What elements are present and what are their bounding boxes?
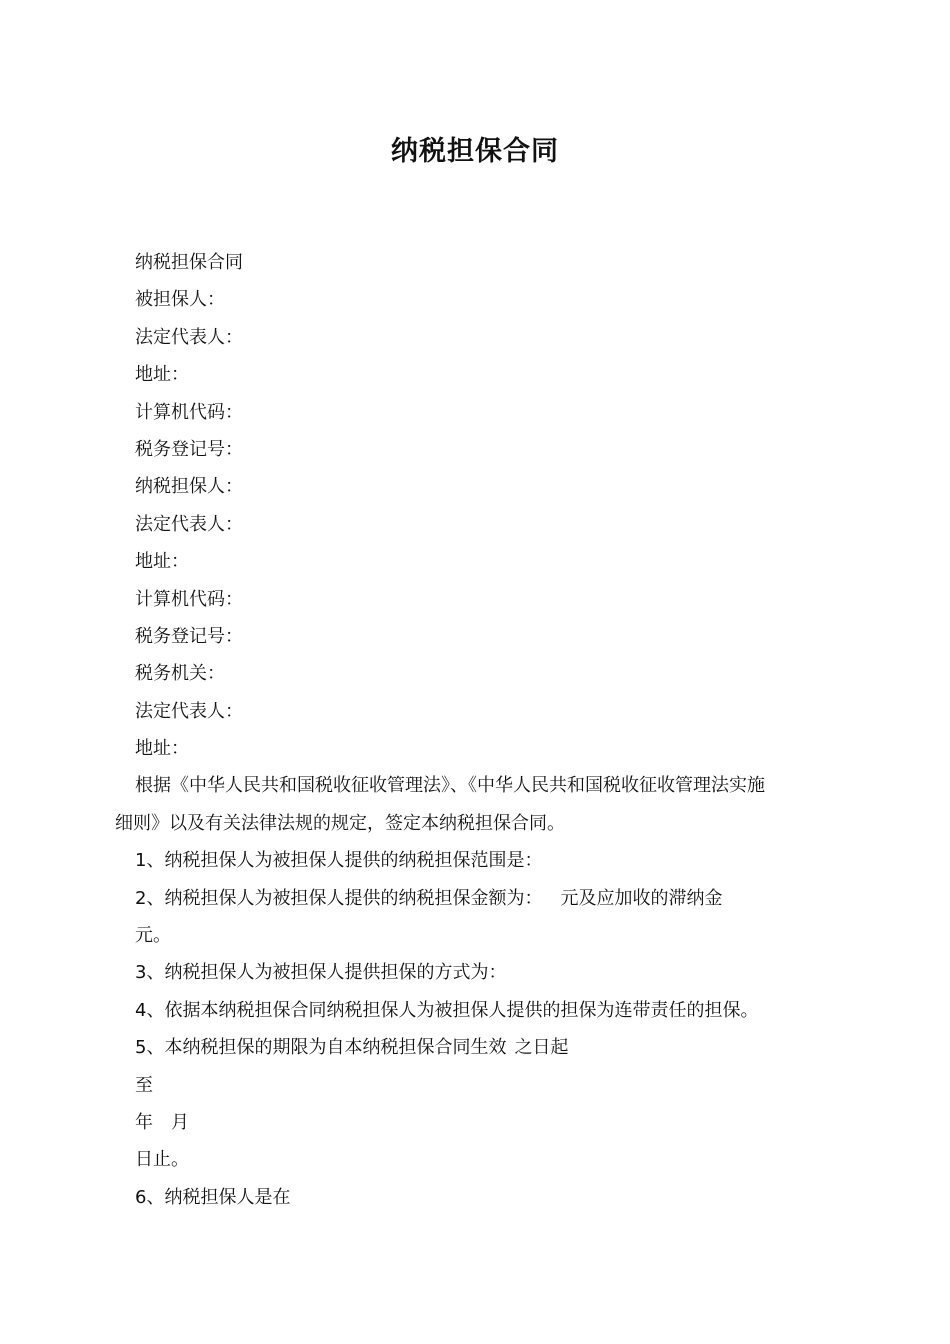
- guaranteed-party-legal-rep-label: 法定代表人：: [135, 326, 243, 348]
- clause-5-year: 年: [135, 1111, 153, 1133]
- guarantor-computer-code-label: 计算机代码：: [135, 588, 243, 610]
- clause-5-day-end: 日止。: [135, 1149, 189, 1171]
- clause-6: 6、纳税担保人是在: [135, 1186, 291, 1208]
- guarantor-legal-rep-label: 法定代表人：: [135, 513, 243, 535]
- legal-basis-line-1: 根据《中华人民共和国税收征收管理法》、《中华人民共和国税收征收管理法实施: [135, 775, 765, 797]
- clause-2-continuation: 元。: [135, 925, 171, 947]
- contract-name-line: 纳税担保合同: [135, 252, 243, 273]
- clause-5-term-text: 5、本纳税担保的期限为自本纳税担保合同生效: [135, 1037, 507, 1059]
- clause-3: 3、纳税担保人为被担保人提供担保的方式为：: [135, 962, 507, 984]
- guaranteed-party-computer-code-label: 计算机代码：: [135, 401, 243, 423]
- guaranteed-party-tax-reg-label: 税务登记号：: [135, 438, 243, 460]
- clause-2: [115, 880, 840, 917]
- document-title: 纳税担保合同: [391, 136, 559, 167]
- clause-2-amount-text: 2、纳税担保人为被担保人提供的纳税担保金额为：: [135, 887, 543, 909]
- clause-5-until: 至: [135, 1074, 153, 1096]
- guarantor-tax-reg-label: 税务登记号：: [135, 625, 243, 647]
- clause-1: 1、纳税担保人为被担保人提供的纳税担保范围是：: [135, 850, 543, 872]
- document-body: [115, 244, 840, 1216]
- tax-authority-address-label: 地址：: [135, 738, 189, 760]
- guaranteed-party-label: 被担保人：: [135, 289, 225, 311]
- clause-5-start-text: 之日起: [514, 1037, 569, 1059]
- clause-5-year-month: [115, 1104, 840, 1141]
- legal-basis-line-2: 细则》以及有关法律法规的规定，签定本纳税担保合同。: [115, 812, 565, 834]
- clause-4: 4、依据本纳税担保合同纳税担保人为被担保人提供的担保为连带责任的担保。: [135, 999, 759, 1021]
- guarantor-label: 纳税担保人：: [135, 476, 243, 498]
- guaranteed-party-address-label: 地址：: [135, 364, 189, 386]
- tax-authority-label: 税务机关：: [135, 663, 225, 685]
- clause-5-month: 月: [171, 1111, 189, 1133]
- clause-2-late-fee-text: 元及应加收的滞纳金: [560, 887, 723, 909]
- clause-5: [115, 1029, 840, 1066]
- guarantor-address-label: 地址：: [135, 551, 189, 573]
- tax-authority-legal-rep-label: 法定代表人：: [135, 700, 243, 722]
